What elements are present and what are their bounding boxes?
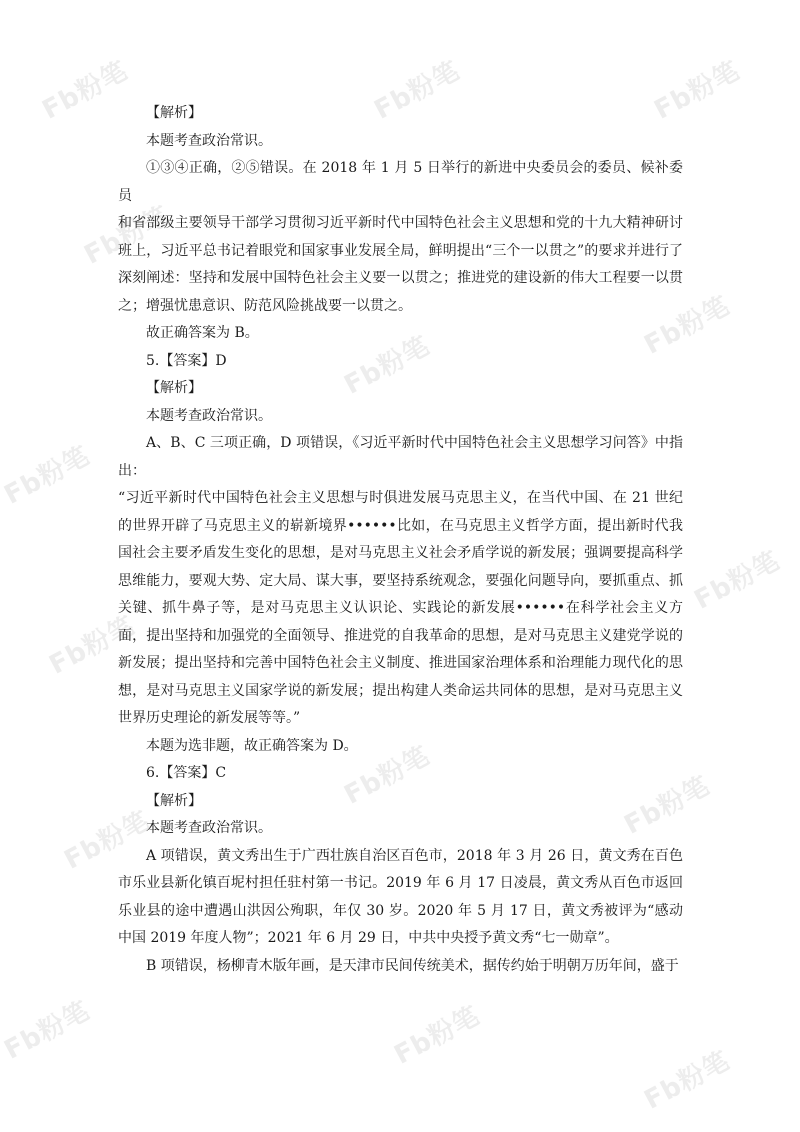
watermark-logo: Fb粉笔 <box>59 805 156 876</box>
section-heading: 【解析】 <box>146 380 202 396</box>
paragraph: B 项错误，杨柳青木版年画，是天津市民间传统美术，据传约始于明朝万历年间，盛于 <box>146 957 679 974</box>
paragraph: 和省部级主要领导干部学习贯彻习近平新时代中国特色社会主义思想和党的十九大精神研讨班上，习近平总书记着眼党和国家事业发展全局，鲜明提出“三个一以贯之”的要求并进行了深刻阐述：坚持和发展中国特色社会主义要一以贯之；推进党的建设新的伟大工程要一以贯之；增强忧患意识、防范风险挑战要一以贯之。 <box>118 215 683 314</box>
watermark-logo: Fb粉笔 <box>639 1045 736 1116</box>
paragraph: 故正确答案为 B。 <box>146 325 259 341</box>
watermark-logo: Fb粉笔 <box>639 290 736 361</box>
paragraph: 本题考查政治常识。 <box>146 407 272 424</box>
watermark-logo: Fb粉笔 <box>37 55 134 126</box>
watermark-logo: Fb粉笔 <box>339 330 436 401</box>
watermark-logo: Fb粉笔 <box>339 740 436 811</box>
section-heading: 【解析】 <box>146 105 202 121</box>
watermark-logo: Fb粉笔 <box>689 545 786 616</box>
watermark-logo: Fb粉笔 <box>389 1000 486 1071</box>
paragraph: 本题考查政治常识。 <box>146 820 272 836</box>
document-body <box>118 100 683 980</box>
watermark-logo: Fb粉笔 <box>369 55 466 126</box>
answer-heading: 5.【答案】D <box>146 352 227 369</box>
quote-paragraph: “习近平新时代中国特色社会主义思想与时俱进发展马克思主义，在当代中国、在 21 世纪的世界开辟了马克思主义的崭新境界••••••比如，在马克思主义哲学方面，提出新时代我国社会主要矛盾发生变化的思想，是对马克思主义社会矛盾学说的新发展；强调要提高科学思维能力，要观大势、定大局、谋大事，要坚持系统观念，要强化问题导向，要抓重点、抓关键、抓牛鼻子等，是对马克思主义认识论、实践论的新发展••••••在科学社会主义方面，提出坚持和加强党的全面领导、推进党的自我革命的思想，是对马克思主义建党学说的新发展；提出坚持和完善中国特色社会主义制度、推进国家治理体系和治理能力现代化的思想，是对马克思主义国家学说的新发展；提出构建人类命运共同体的思想，是对马克思主义世界历史理论的新发展等等。” <box>118 490 683 726</box>
paragraph: A、B、C 三项正确，D 项错误，《习近平新时代中国特色社会主义思想学习问答》中指出： <box>118 435 683 479</box>
watermark-logo: Fb粉笔 <box>79 200 176 271</box>
section-heading: 【解析】 <box>146 792 202 809</box>
paragraph: ①③④正确，②⑤错误。在 2018 年 1 月 5 日举行的新进中央委员会的委员、候补委员 <box>118 160 683 204</box>
watermark-logo: Fb粉笔 <box>649 55 746 126</box>
paragraph: A 项错误，黄文秀出生于广西壮族自治区百色市，2018 年 3 月 26 日，黄文秀在百色市乐业县新化镇百坭村担任驻村第一书记。2019 年 6 月 17 日凌晨，黄文秀从百色市返回乐业县的途中遭遇山洪因公殉职，年仅 30 岁。2020 年 5 月 17 日，黄文秀被评为“感动中国 2019 年度人物”；2021 年 6 月 29 日，中共中央授予黄文秀“七一勋章”。 <box>118 847 683 946</box>
watermark-logo: Fb粉笔 <box>0 995 96 1066</box>
paragraph: 本题考查政治常识。 <box>146 132 272 149</box>
watermark-logo: Fb粉笔 <box>0 440 96 511</box>
watermark-logo: Fb粉笔 <box>44 610 141 681</box>
answer-heading: 6.【答案】C <box>146 765 227 781</box>
watermark-logo: Fb粉笔 <box>619 770 716 841</box>
paragraph: 本题为选非题，故正确答案为 D。 <box>146 737 358 754</box>
